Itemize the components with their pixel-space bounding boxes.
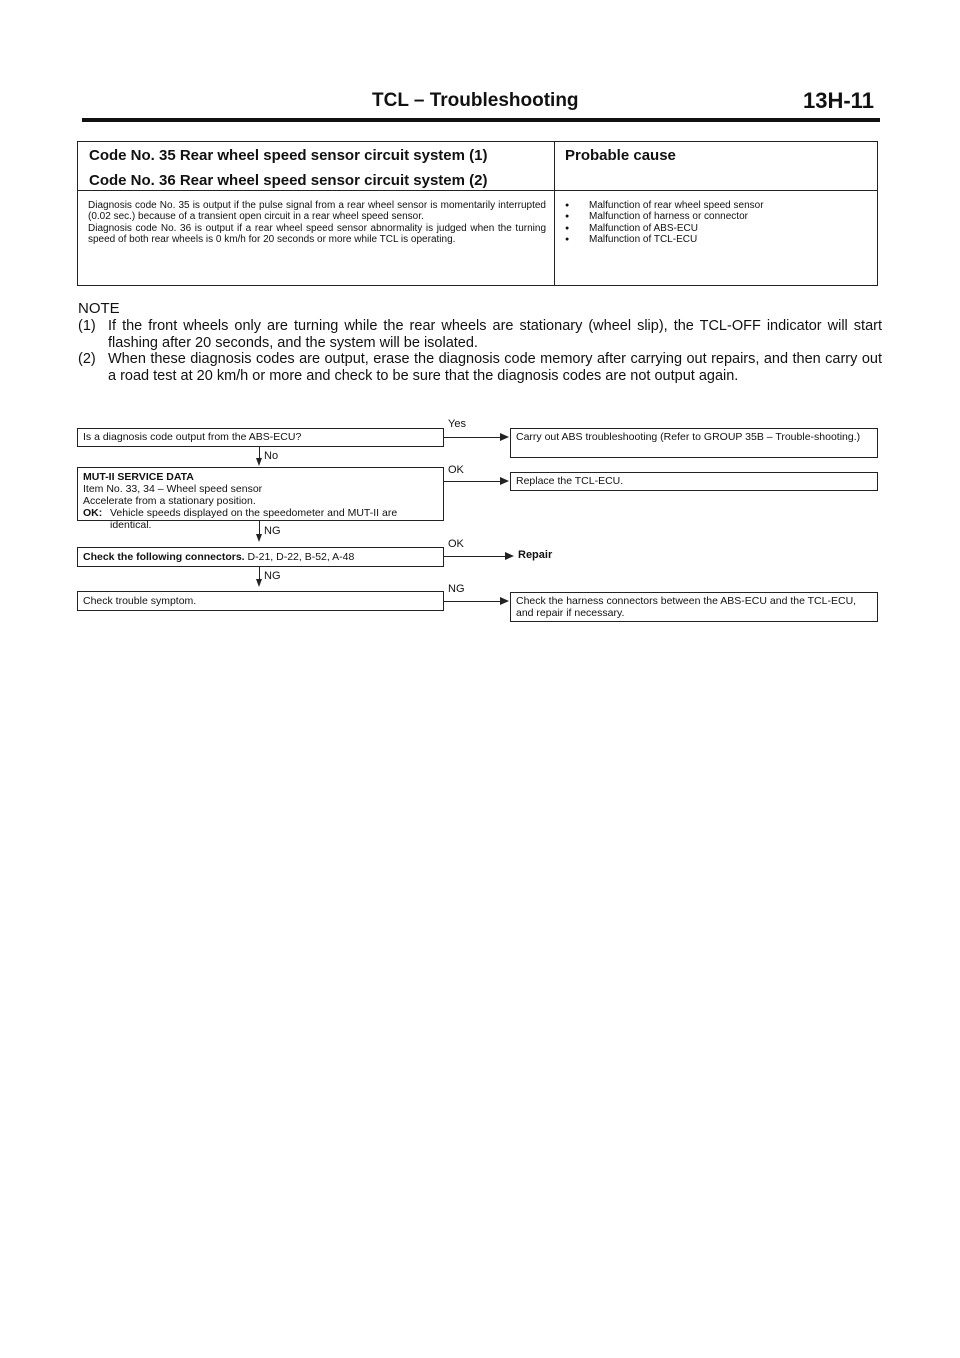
step-2-ok [83,507,438,531]
note-item-1 [78,318,882,352]
arrow-right-icon [505,552,514,560]
arrow-down-icon [256,579,262,587]
step-3-connectors: D-21, D-22, B-52, A-48 [244,551,355,563]
step-2-title: MUT-II SERVICE DATA [83,471,194,483]
step-2-instruction: Accelerate from a stationary position. [83,495,256,507]
ok-label-1: OK [448,464,464,476]
step-2-item: Item No. 33, 34 – Wheel speed sensor [83,483,263,495]
step-2-ok-text: Vehicle speeds displayed on the speedometer and MUT-II are identical. [110,507,398,531]
code-36-description: Diagnosis code No. 36 is output if a rear wheel speed sensor abnormality is judged when the turning speed of both rear wheels is 0 km/h for 20 seconds or more while TCL is operating. [88,222,546,246]
note-text: When these diagnosis codes are output, erase the diagnosis code memory after carrying out repairs, and then carry out a road test at 20 km/h or more and check to be sure that the diagnosis codes are not output again. [108,351,882,384]
note-label: NOTE [78,300,120,317]
ok-connector-2 [444,556,506,557]
note-item-2 [78,351,882,385]
step-3-bold-text: Check the following connectors. [83,551,245,563]
ng-label-2: NG [264,570,281,582]
ok-connector-1 [444,481,500,482]
result-2-box [510,472,878,491]
result-1-text: Carry out ABS troubleshooting (Refer to GROUP 35B – Trouble-shooting.) [516,431,861,443]
probable-cause-header: Probable cause [565,147,676,164]
code-35-description: Diagnosis code No. 35 is output if the pulse signal from a rear wheel sensor is momentarily interrupted (0.02 sec.) because of a transient open circuit in a rear wheel speed sensor. [88,200,546,223]
table-divider-vertical [554,142,555,285]
ng-label-3: NG [448,583,465,595]
step-1-text: Is a diagnosis code output from the ABS-ECU? [83,431,302,443]
step-2-ok-label: OK: [83,507,103,519]
note-number: (1) [78,318,96,334]
step-1-box [77,428,444,447]
result-3-text: Repair [518,549,553,561]
ng-connector-3 [444,601,500,602]
cause-item: ● Malfunction of rear wheel speed sensor [563,200,764,211]
probable-cause-list [563,200,764,246]
arrow-right-icon [500,477,509,485]
arrow-down-icon [256,458,262,466]
note-text: If the front wheels only are turning while the rear wheels are stationary (wheel slip), the TCL-OFF indicator will start flashing after 20 seconds, and the system will be isolated. [108,318,882,351]
no-label: No [264,450,279,462]
result-4-text: Check the harness connectors between the ABS-ECU and the TCL-ECU, and repair if necessary. [516,595,857,619]
arrow-right-icon [500,433,509,441]
ng-label-1: NG [264,525,281,537]
arrow-right-icon [500,597,509,605]
table-divider-horizontal [78,190,877,191]
code-description [88,200,546,246]
code-table [77,141,878,286]
cause-item: ● Malfunction of harness or connector [563,211,764,222]
code-36-title: Code No. 36 Rear wheel speed sensor circuit system (2) [89,172,488,189]
note-number: (2) [78,351,96,367]
header-rule [82,118,880,122]
step-3-box [77,547,444,567]
yes-label: Yes [448,418,466,430]
step-4-box [77,591,444,611]
result-4-box [510,592,878,622]
cause-item: ● Malfunction of ABS-ECU [563,223,764,234]
page-title: TCL – Troubleshooting [372,90,579,111]
arrow-down-icon [256,534,262,542]
cause-item: ● Malfunction of TCL-ECU [563,234,764,245]
ok-label-2: OK [448,538,464,550]
step-4-text: Check trouble symptom. [83,595,197,607]
result-1-box [510,428,878,458]
result-2-text: Replace the TCL-ECU. [516,475,624,487]
yes-connector [444,437,500,438]
page-number: 13H-11 [803,88,874,113]
code-35-title: Code No. 35 Rear wheel speed sensor circuit system (1) [89,147,488,164]
ng-connector-1 [259,521,260,535]
